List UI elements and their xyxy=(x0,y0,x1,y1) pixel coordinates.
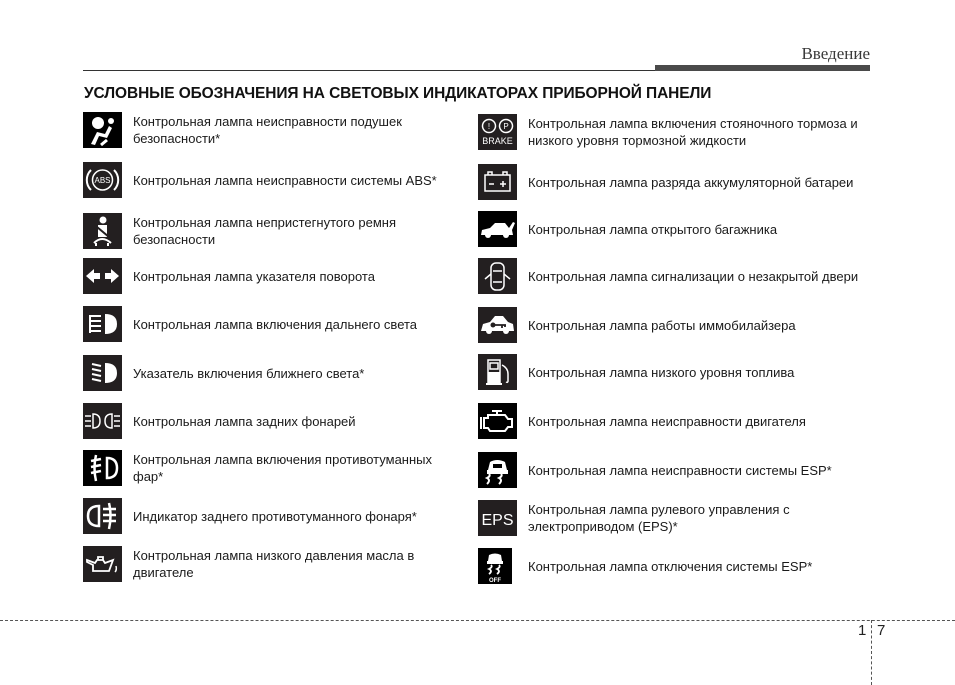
list-item xyxy=(478,500,868,536)
list-item xyxy=(478,164,868,200)
esp-off-icon xyxy=(478,548,512,584)
header-rule xyxy=(83,70,655,71)
list-item xyxy=(478,354,868,390)
list-item xyxy=(83,213,443,249)
list-item xyxy=(83,546,453,582)
low-fuel-icon xyxy=(478,354,517,390)
svg-text:OFF: OFF xyxy=(489,578,501,584)
footer-divider-vertical xyxy=(871,620,872,685)
item-label: Указатель включения ближнего света* xyxy=(133,365,365,381)
svg-text:ABS: ABS xyxy=(94,176,111,185)
list-item xyxy=(83,306,463,342)
section-title: Введение xyxy=(801,44,870,63)
list-item xyxy=(478,258,868,294)
item-label: Контрольная лампа указателя поворота xyxy=(133,268,375,284)
rear-fog-lamp-icon xyxy=(83,498,122,534)
item-label: Контрольная лампа включения противотуманных фар* xyxy=(133,452,433,484)
check-engine-icon xyxy=(478,403,517,439)
svg-text:BRAKE: BRAKE xyxy=(482,136,513,146)
item-label: Индикатор заднего противотуманного фонаря* xyxy=(133,508,417,524)
item-label: Контрольная лампа отключения системы ESP* xyxy=(528,558,813,574)
list-item xyxy=(478,403,868,439)
item-label: Контрольная лампа неисправности системы ABS* xyxy=(133,172,437,188)
list-item xyxy=(478,114,888,150)
list-item xyxy=(83,258,463,294)
list-item xyxy=(478,548,868,584)
esp-warning-icon xyxy=(478,452,517,488)
item-label: Контрольная лампа низкого давления масла в двигателе xyxy=(133,548,415,580)
item-label: Контрольная лампа неисправности системы ESP* xyxy=(528,462,832,478)
item-label: Контрольная лампа сигнализации о незакрытой двери xyxy=(528,268,859,284)
item-label: Контрольная лампа непристегнутого ремня безопасности xyxy=(133,215,397,247)
tail-lamp-icon xyxy=(83,403,122,439)
item-label: Контрольная лампа разряда аккумуляторной батареи xyxy=(528,174,854,190)
oil-pressure-icon xyxy=(83,546,122,582)
item-label: Контрольная лампа включения стояночного тормоза и низкого уровня тормозной жидкости xyxy=(528,116,858,148)
svg-text:EPS: EPS xyxy=(481,512,514,529)
eps-warning-icon xyxy=(478,500,517,536)
item-label: Контрольная лампа низкого уровня топлива xyxy=(528,364,795,380)
list-item xyxy=(478,307,868,343)
list-item xyxy=(478,452,868,488)
list-item xyxy=(83,498,463,534)
page-heading: УСЛОВНЫЕ ОБОЗНАЧЕНИЯ НА СВЕТОВЫХ ИНДИКАТОРАХ ПРИБОРНОЙ ПАНЕЛИ xyxy=(84,85,712,102)
door-ajar-icon xyxy=(478,258,517,294)
svg-text:!: ! xyxy=(487,122,491,131)
item-label: Контрольная лампа задних фонарей xyxy=(133,413,356,429)
footer-divider xyxy=(0,620,955,621)
turn-signal-icon xyxy=(83,258,122,294)
immobilizer-icon xyxy=(478,307,517,343)
front-fog-lamp-icon xyxy=(83,450,122,486)
chapter-number: 1 xyxy=(858,622,867,639)
airbag-warning-icon xyxy=(83,112,122,148)
abs-warning-icon xyxy=(83,162,122,198)
high-beam-icon xyxy=(83,306,122,342)
item-label: Контрольная лампа рулевого управления с электроприводом (EPS)* xyxy=(528,502,790,534)
item-label: Контрольная лампа открытого багажника xyxy=(528,221,778,237)
battery-charge-icon xyxy=(478,164,517,200)
item-label: Контрольная лампа работы иммобилайзера xyxy=(528,317,796,333)
list-item xyxy=(83,355,463,391)
item-label: Контрольная лампа неисправности подушек безопасности* xyxy=(133,114,402,146)
low-beam-icon xyxy=(83,355,122,391)
list-item xyxy=(478,211,868,247)
brake-warning-icon xyxy=(478,114,517,150)
list-item xyxy=(83,162,463,198)
list-item xyxy=(83,112,443,148)
list-item xyxy=(83,403,463,439)
seat-belt-warning-icon xyxy=(83,213,122,249)
header-rule-thick xyxy=(655,65,870,71)
svg-text:P: P xyxy=(503,122,509,131)
item-label: Контрольная лампа включения дальнего света xyxy=(133,316,418,332)
list-item xyxy=(83,450,463,486)
trunk-open-icon xyxy=(478,211,517,247)
page-number: 7 xyxy=(877,622,886,639)
item-label: Контрольная лампа неисправности двигателя xyxy=(528,413,806,429)
